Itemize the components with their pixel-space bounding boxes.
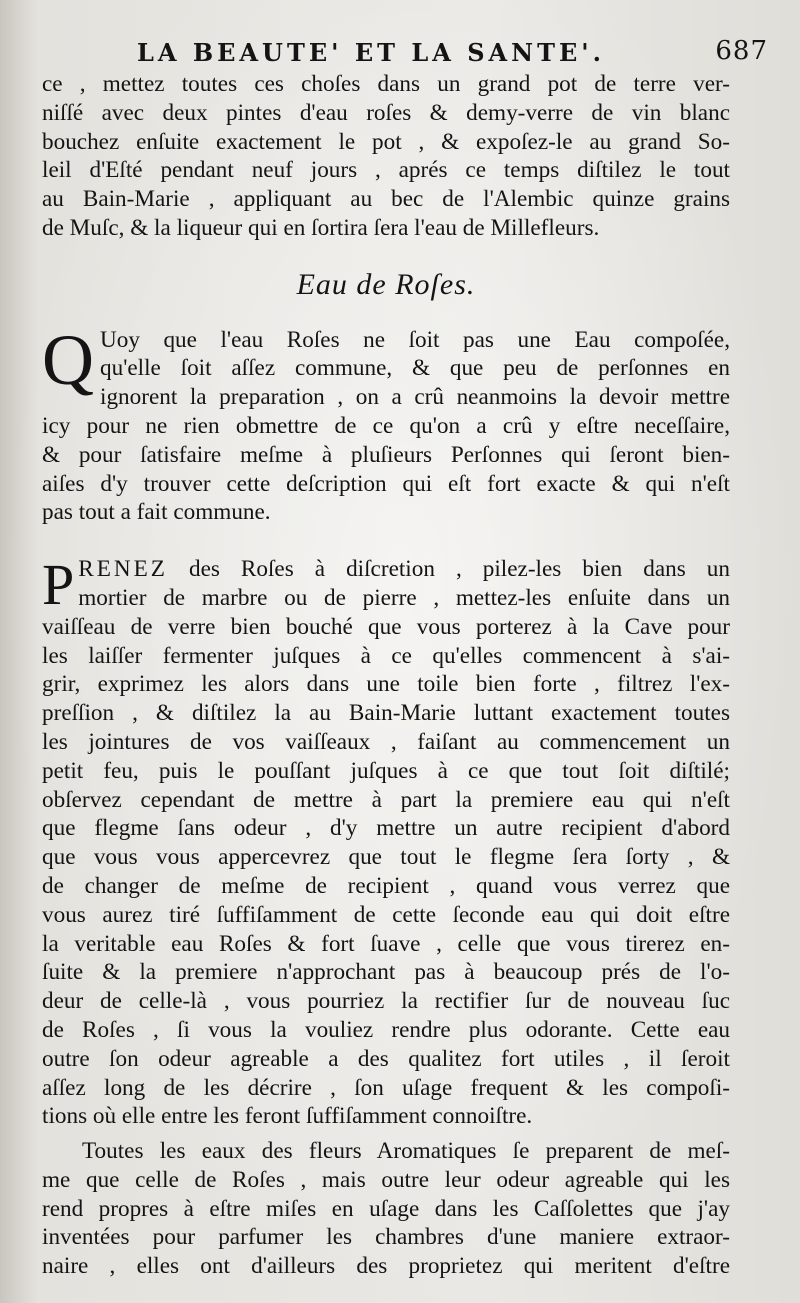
text-line: vaiſſeau de verre bien bouché que vous porterez à la Cave pour <box>42 613 730 640</box>
text-line <box>42 555 730 584</box>
page-header <box>42 34 768 70</box>
text-line: les jointures de vos vaiſſeaux , faiſant au commencement un <box>42 728 730 755</box>
text-line: leil d'Eſté pendant neuf jours , aprés ce temps diſtilez le tout <box>42 157 730 184</box>
text-line: ce , mettez toutes ces choſes dans un grand pot de terre ver- <box>42 71 730 97</box>
text-line: niſſé avec deux pintes d'eau roſes & demy-verre de vin blanc <box>42 99 730 126</box>
paragraph-aromatic-waters <box>42 1137 730 1281</box>
text-line: grir, exprimez les alors dans une toile bien forte , filtrez l'ex- <box>42 671 730 698</box>
body-text <box>42 70 730 1281</box>
text-line: que vous vous appercevrez que tout le flegme ſera ſorty , & <box>42 844 730 871</box>
running-head: LA BEAUTE' ET LA SANTE'. <box>137 38 605 67</box>
text-line: preſſion , & diſtilez la au Bain-Marie luttant exactement toutes <box>42 700 730 727</box>
text-line: de Roſes , ſi vous la vouliez rendre plus odorante. Cette eau <box>42 1016 730 1043</box>
text-line: outre ſon odeur agreable a des qualitez fort utiles , il ſeroit <box>42 1045 730 1072</box>
text-line: au Bain-Marie , appliquant au bec de l'Alembic quinze grains <box>42 186 730 213</box>
text-line: obſervez cependant de mettre à part la premiere eau qui n'eſt <box>42 786 730 813</box>
text-line: que flegme ſans odeur , d'y mettre un autre recipient d'abord <box>42 815 730 842</box>
text-line: naire , elles ont d'ailleurs des proprietez qui meritent d'eſtre <box>42 1253 730 1280</box>
text-line: & pour ſatisfaire meſme à pluſieurs Perſonnes qui ſeront bien- <box>42 441 730 468</box>
text-line: ſuite & la premiere n'approchant pas à beaucoup prés de l'o- <box>42 959 730 986</box>
text-line: icy pour ne rien obmettre de ce qu'on a crû y eſtre neceſſaire, <box>42 412 730 439</box>
text-line: inventées pour parfumer les chambres d'une maniere extraor- <box>42 1224 730 1251</box>
text-line: vous aurez tiré ſuffiſamment de cette ſeconde eau qui doit eſtre <box>42 901 730 928</box>
page-number: 687 <box>715 36 768 66</box>
first-line-rest: des Roſes à diſcretion , pilez-les bien dans un <box>167 556 730 583</box>
text-line: aiſes d'y trouver cette deſcription qui eſt fort exacte & qui n'eſt <box>42 470 730 497</box>
text-line: mortier de marbre ou de pierre , mettez-les enſuite dans un <box>78 584 730 611</box>
smallcaps-word: RENEZ <box>78 556 168 583</box>
text-line: de changer de meſme de recipient , quand vous verrez que <box>42 872 730 899</box>
section-title: Eau de Roſes. <box>296 267 476 301</box>
drop-cap-p: P <box>42 552 75 618</box>
text-line: tions où elle entre les feront ſuffiſamment connoiſtre. <box>42 1103 533 1130</box>
text-line: de Muſc, & la liqueur qui en ſortira ſera l'eau de Millefleurs. <box>42 214 600 241</box>
paragraph-rose-water-method <box>42 552 730 1131</box>
paragraph-spacer <box>42 527 730 555</box>
text-line: la veritable eau Roſes & fort ſuave , celle que vous tirerez en- <box>42 930 730 957</box>
text-line: deur de celle-là , vous pourriez la rectifier ſur de nouveau ſuc <box>42 988 730 1015</box>
text-line: Toutes les eaux des fleurs Aromatiques ſe preparent de meſ- <box>82 1138 730 1165</box>
drop-cap-q: Q <box>42 319 94 400</box>
text-line: rend propres à eſtre miſes en uſage dans les Caſſolettes que j'ay <box>42 1195 730 1222</box>
text-line: Uoy que l'eau Roſes ne ſoit pas une Eau compoſée, <box>100 326 730 353</box>
text-line: petit feu, puis le pouſſant juſques à ce que tout ſoit diſtilé; <box>42 757 730 784</box>
text-line: me que celle de Roſes , mais outre leur odeur agreable qui les <box>42 1166 730 1193</box>
text-line: bouchez enſuite exactement le pot , & expoſez-le au grand So- <box>42 128 730 155</box>
text-line: aſſez long de les décrire , ſon uſage frequent & les compoſi- <box>42 1074 730 1101</box>
text-line: qu'elle ſoit aſſez commune, & que peu de perſonnes en <box>100 355 730 382</box>
text-line: pas tout a fait commune. <box>42 499 271 526</box>
text-line: ignorent la preparation , on a crû neanmoins la devoir mettre <box>100 384 730 411</box>
paragraph-rose-water-intro <box>42 319 730 528</box>
opening-paragraph <box>42 70 730 243</box>
text-line: les laiſſer fermenter juſques à ce qu'elles commencent à s'ai- <box>42 642 730 669</box>
